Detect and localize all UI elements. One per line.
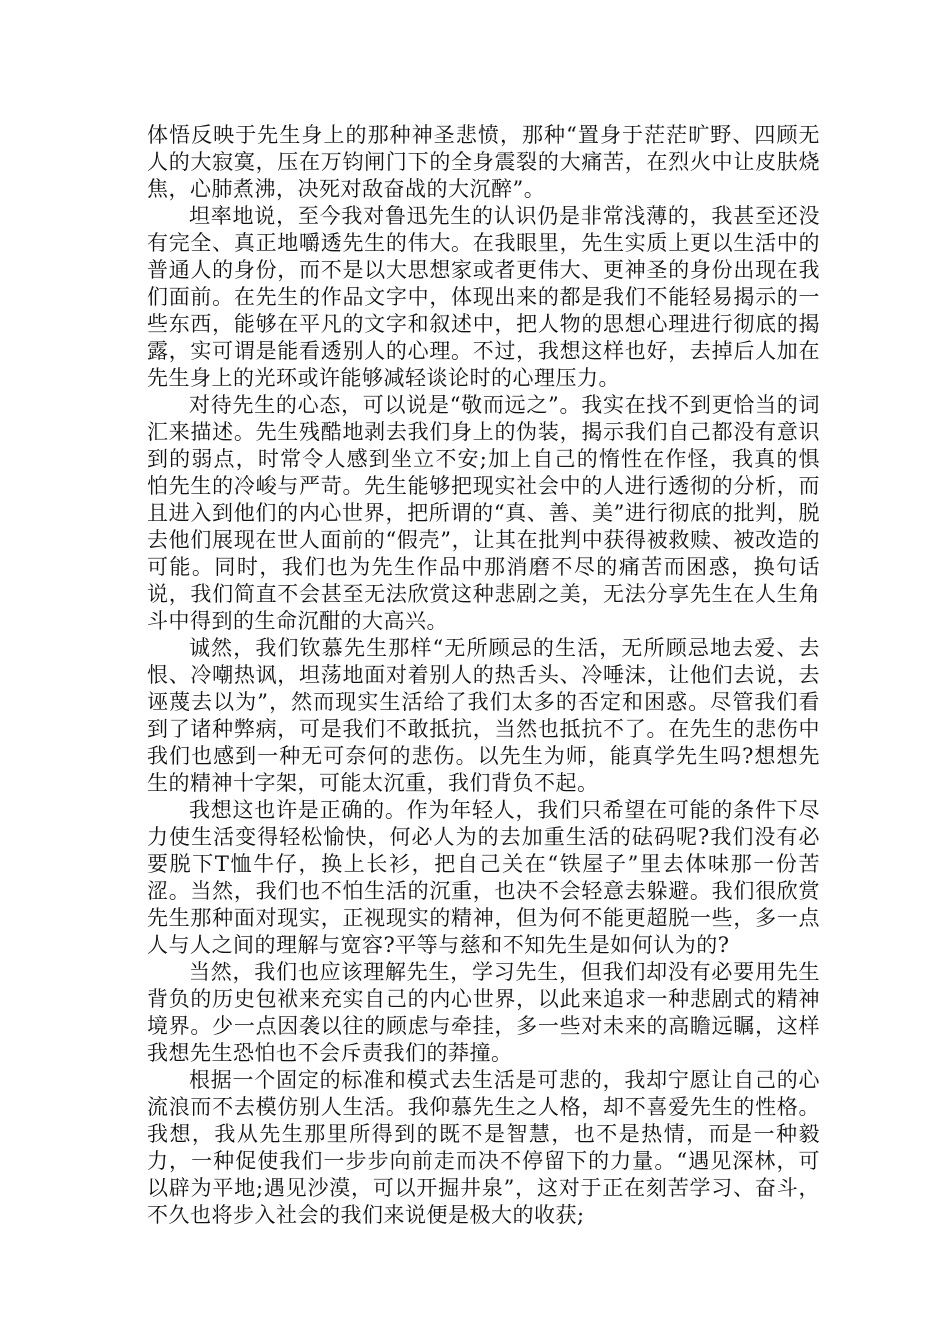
paragraph-2: 坦率地说，至今我对鲁迅先生的认识仍是非常浅薄的，我甚至还没有完全、真正地嚼透先生的伟大。在我眼里，先生实质上更以生活中的普通人的身份，而不是以大思想家或者更伟大、更神圣的身份出现在我们面前。在先生的作品文字中，体现出来的都是我们不能轻易揭示的一些东西，能够在平凡的文字和叙述中，把人物的思想心理进行彻底的揭露，实可谓是能看透别人的心理。不过，我想这样也好，去掉后人加在先生身上的光环或许能够减轻谈论时的心理压力。 — [147, 204, 820, 390]
paragraph-1: 体悟反映于先生身上的那种神圣悲愤，那种“置身于茫茫旷野、四顾无人的大寂寞，压在万钧闸门下的全身震裂的大痛苦，在烈火中让皮肤烧焦，心肺煮沸，决死对敌奋战的大沉醉”。 — [147, 123, 820, 201]
paragraph-4: 诚然，我们钦慕先生那样“无所顾忌的生活，无所顾忌地去爱、去恨、冷嘲热讽，坦荡地面对着别人的热舌头、冷唾沫，让他们去说，去诬蔑去以为”，然而现实生活给了我们太多的否定和困惑。尽管我们看到了诸种弊病，可是我们不敢抵抗，当然也抵抗不了。在先生的悲伤中我们也感到一种无可奈何的悲伤。以先生为师，能真学先生吗?想想先生的精神十字架，可能太沉重，我们背负不起。 — [147, 636, 820, 795]
paragraph-7: 根据一个固定的标准和模式去生活是可悲的，我却宁愿让自己的心流浪而不去模仿别人生活。我仰慕先生之人格，却不喜爱先生的性格。我想，我从先生那里所得到的既不是智慧，也不是热情，而是一种毅力，一种促使我们一步步向前走而决不停留下的力量。“遇见深林，可以辟为平地;遇见沙漠，可以开掘井泉”，这对于正在刻苦学习、奋斗，不久也将步入社会的我们来说便是极大的收获; — [147, 1068, 820, 1227]
document-body — [147, 122, 820, 1229]
paragraph-3: 对待先生的心态，可以说是“敬而远之”。我实在找不到更恰当的词汇来描述。先生残酷地剥去我们身上的伪装，揭示我们自己都没有意识到的弱点，时常令人感到坐立不安;加上自己的惰性在作怪，我真的惧怕先生的冷峻与严苛。先生能够把现实社会中的人进行透彻的分析，而且进入到他们的内心世界，把所谓的“真、善、美”进行彻底的批判，脱去他们展现在世人面前的“假壳”，让其在批判中获得被救赎、被改造的可能。同时，我们也为先生作品中那消磨不尽的痛苦而困惑，换句话说，我们简直不会甚至无法欣赏这种悲剧之美，无法分享先生在人生角斗中得到的生命沉酣的大高兴。 — [147, 393, 820, 633]
paragraph-6: 当然，我们也应该理解先生，学习先生，但我们却没有必要用先生背负的历史包袱来充实自己的内心世界，以此来追求一种悲剧式的精神境界。少一点因袭以往的顾虑与牵挂，多一些对未来的高瞻远瞩，这样我想先生恐怕也不会斥责我们的莽撞。 — [147, 960, 820, 1065]
paragraph-5: 我想这也许是正确的。作为年轻人，我们只希望在可能的条件下尽力使生活变得轻松愉快，何必人为的去加重生活的砝码呢?我们没有必要脱下T恤牛仔，换上长衫，把自己关在“铁屋子”里去体味那一份苦涩。当然，我们也不怕生活的沉重，也决不会轻意去躲避。我们很欣赏先生那种面对现实，正视现实的精神，但为何不能更超脱一些，多一点人与人之间的理解与宽容?平等与慈和不知先生是如何认为的? — [147, 798, 820, 957]
